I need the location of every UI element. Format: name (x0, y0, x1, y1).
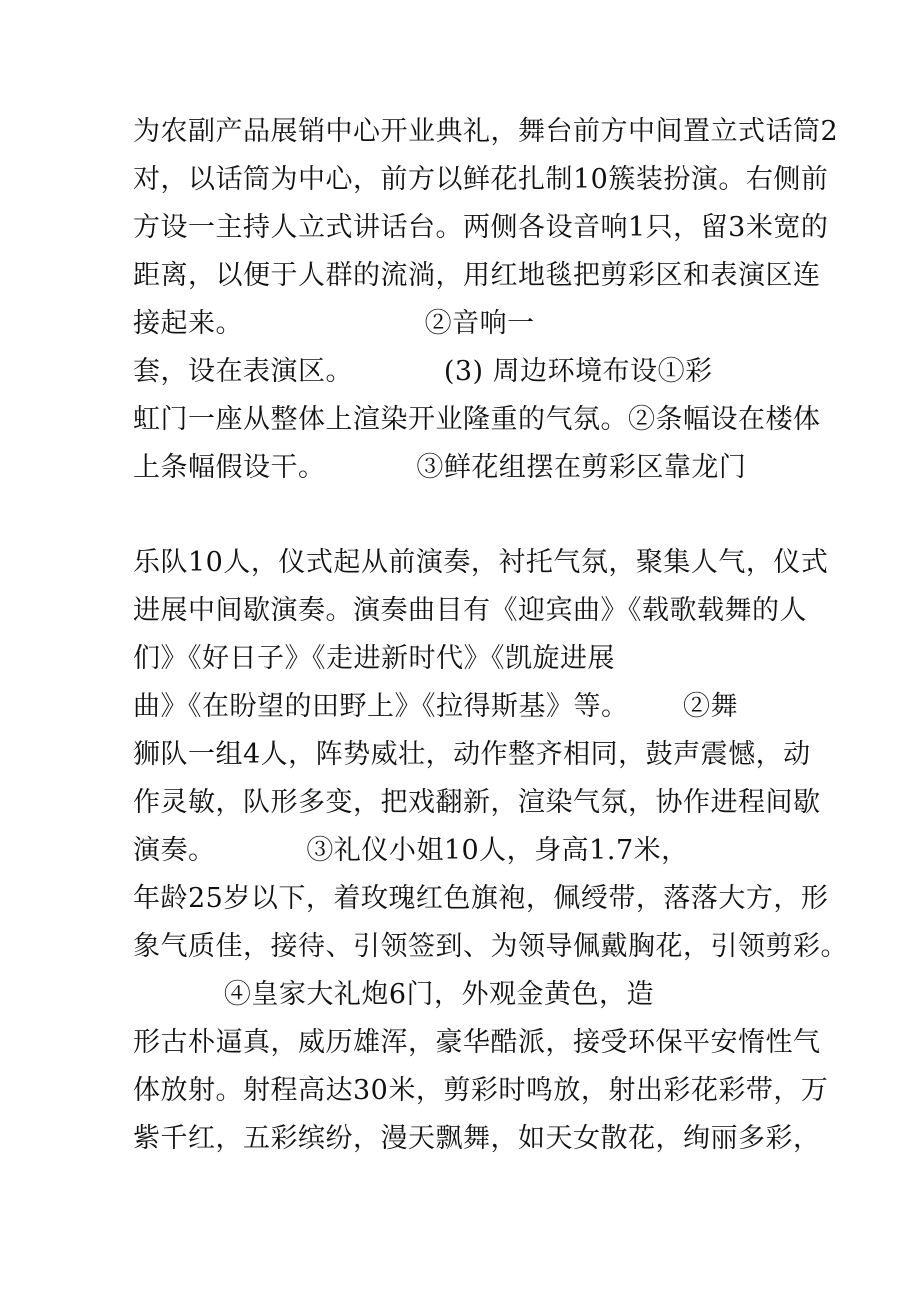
text-line: 形古朴逼真，威历雄浑，豪华酷派，接受环保平安惰性气 (133, 1027, 821, 1058)
text-line: 方设一主持人立式讲话台。两侧各设音响1只，留3米宽的 (133, 212, 829, 243)
text-line: 接起来。 ②音响一 (133, 308, 535, 339)
text-line: 演奏。 ③礼仪小姐10人，身高1.7米， (133, 835, 689, 866)
text-line: 曲》《在盼望的田野上》《拉得斯基》等。 ②舞 (133, 691, 738, 722)
text-line: ④皇家大礼炮6门，外观金黄色，造 (133, 979, 655, 1010)
text-line: 作灵敏，队形多变，把戏翻新，渲染气氛，协作进程间歇 (133, 787, 821, 818)
text-line: 们》《好日子》《走进新时代》《凯旋进展 (133, 643, 615, 674)
text-line: 为农副产品展销中心开业典礼，舞台前方中间置立式话筒2 (133, 116, 839, 147)
text-line: 年龄25岁以下，着玫瑰红色旗袍，佩绶带，落落大方，形 (133, 883, 829, 914)
text-line: 紫千红，五彩缤纷，漫天飘舞，如天女散花，绚丽多彩， (133, 1123, 821, 1154)
text-line: 体放射。射程高达30米，剪彩时鸣放，射出彩花彩带，万 (133, 1075, 829, 1106)
text-line: 乐队10人，仪式起从前演奏，衬托气氛，聚集人气，仪式 (133, 547, 829, 578)
text-line: 上条幅假设干。 ③鲜花组摆在剪彩区靠龙门 (133, 452, 747, 483)
text-line: 对，以话筒为中心，前方以鲜花扎制10簇装扮演。右侧前 (133, 164, 829, 195)
text-line: 象气质佳，接待、引领签到、为领导佩戴胸花，引领剪彩。 (133, 931, 848, 962)
text-line: 进展中间歇演奏。演奏曲目有《迎宾曲》《载歌载舞的人 (133, 595, 807, 626)
text-line: 套，设在表演区。 (3) 周边环境布设①彩 (133, 356, 713, 387)
text-line: 距离，以便于人群的流淌，用红地毯把剪彩区和表演区连 (133, 260, 821, 291)
text-line: 虹门一座从整体上渲染开业隆重的气氛。②条幅设在楼体 (133, 404, 821, 435)
text-line: 狮队一组4人，阵势威壮，动作整齐相同，鼓声震憾，动 (133, 739, 811, 770)
